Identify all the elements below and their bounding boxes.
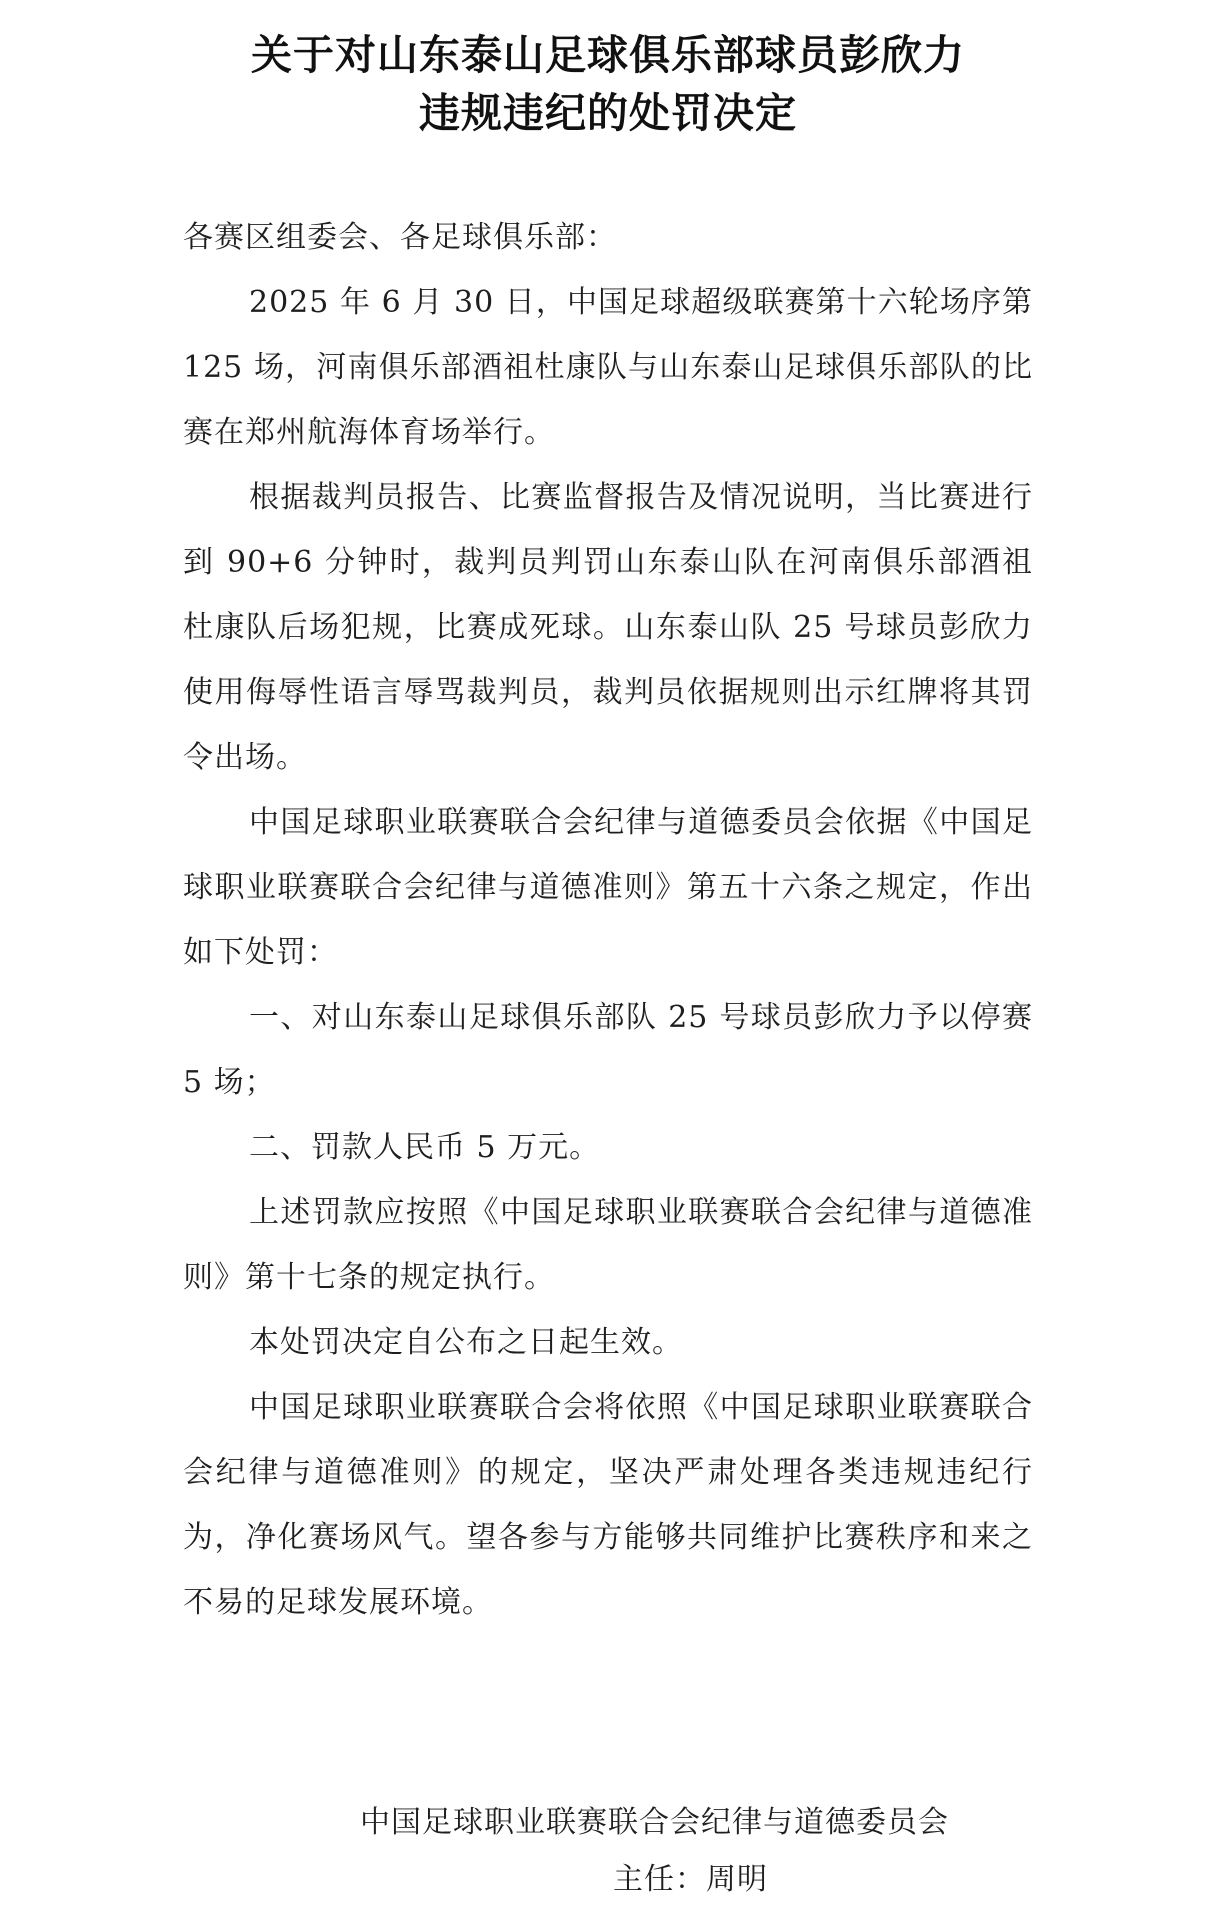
document-body [183,205,1033,1635]
paragraph-fine-execution: 上述罚款应按照《中国足球职业联赛联合会纪律与道德准则》第十七条的规定执行。 [183,1195,1033,1295]
document-title-line-1: 关于对山东泰山足球俱乐部球员彭欣力 [251,31,965,79]
paragraph-match-info: 2025 年 6 月 30 日，中国足球超级联赛第十六轮场序第 125 场，河南俱乐部酒祖杜康队与山东泰山足球俱乐部队的比赛在郑州航海体育场举行。 [183,285,1033,450]
paragraph-basis: 中国足球职业联赛联合会纪律与道德委员会依据《中国足球职业联赛联合会纪律与道德准则》第五十六条之规定，作出如下处罚： [183,805,1033,970]
penalty-item-fine: 二、罚款人民币 5 万元。 [249,1130,601,1165]
document-title-line-2: 违规违纪的处罚决定 [419,89,797,137]
salutation: 各赛区组委会、各足球俱乐部： [183,220,617,255]
paragraph-effective: 本处罚决定自公布之日起生效。 [249,1325,683,1360]
paragraph-closing: 中国足球职业联赛联合会将依照《中国足球职业联赛联合会纪律与道德准则》的规定，坚决严肃处理各类违规违纪行为，净化赛场风气。望各参与方能够共同维护比赛秩序和来之不易的足球发展环境。 [183,1390,1033,1620]
paragraph-incident: 根据裁判员报告、比赛监督报告及情况说明，当比赛进行到 90+6 分钟时，裁判员判罚山东泰山队在河南俱乐部酒祖杜康队后场犯规，比赛成死球。山东泰山队 25 号球员彭欣力使用侮辱性语言辱骂裁判员，裁判员依据规则出示红牌将其罚令出场。 [183,480,1033,775]
signature-person: 主任：周明 [613,1862,768,1897]
signature-organization: 中国足球职业联赛联合会纪律与道德委员会 [360,1805,949,1840]
penalty-item-suspension: 一、对山东泰山足球俱乐部队 25 号球员彭欣力予以停赛 5 场； [183,1000,1033,1100]
